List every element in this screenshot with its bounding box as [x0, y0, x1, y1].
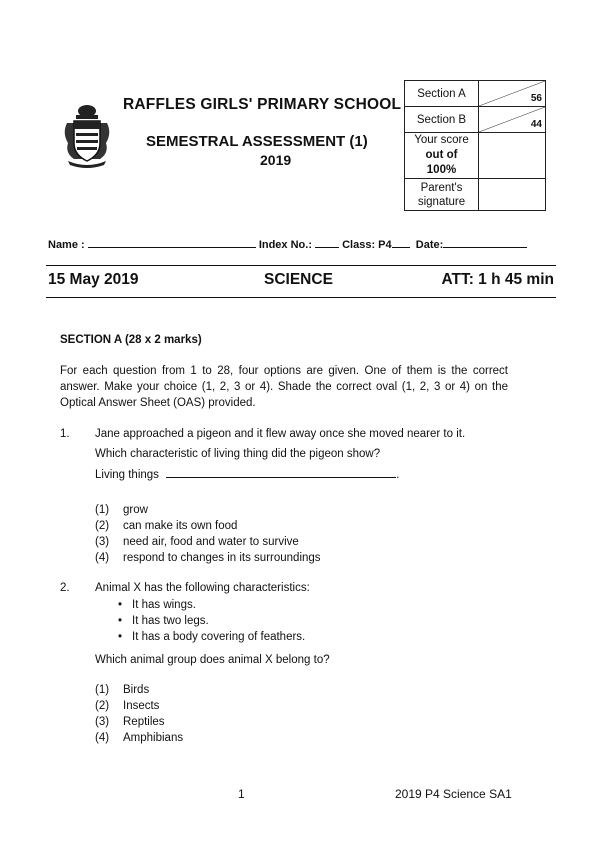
parent-signature-label [405, 179, 479, 211]
exam-info-bar [48, 271, 554, 289]
your-score-label [405, 133, 479, 179]
your-score-line1: Your score [414, 134, 469, 146]
bullet-text: It has two legs. [132, 615, 209, 627]
score-table [404, 80, 546, 211]
option[interactable] [95, 682, 149, 698]
option-text: Amphibians [123, 732, 184, 744]
answer-blank[interactable] [166, 467, 396, 478]
option-number: (4) [95, 552, 110, 564]
your-score-line2: out of [425, 149, 458, 161]
section-a-score-cell[interactable] [479, 81, 546, 107]
section-b-label: Section B [405, 107, 479, 133]
class-field[interactable] [392, 237, 410, 248]
date-field[interactable] [443, 237, 527, 248]
option[interactable] [95, 714, 165, 730]
class-label: Class: P4 [342, 239, 392, 251]
section-b-max: 44 [530, 119, 542, 130]
option-number: (2) [95, 700, 110, 712]
option-number: (2) [95, 520, 110, 532]
option[interactable] [95, 518, 237, 534]
bullet-item [118, 597, 196, 613]
option-number: (1) [95, 504, 110, 516]
blank-label: Living things [95, 469, 159, 481]
your-score-line3: 100% [426, 164, 457, 176]
option-text: need air, food and water to survive [123, 536, 299, 548]
option-text: Birds [123, 684, 150, 696]
question-number: 2. [60, 582, 70, 594]
option[interactable] [95, 730, 183, 746]
bullet-item [118, 629, 305, 645]
assessment-title: SEMESTRAL ASSESSMENT (1) [146, 133, 368, 150]
section-a-label: Section A [405, 81, 479, 107]
option-text: grow [123, 504, 148, 516]
bullet-text: It has wings. [132, 599, 196, 611]
option-text: can make its own food [123, 520, 238, 532]
parent-signature-cell[interactable] [479, 179, 546, 211]
assessment-year: 2019 [260, 152, 292, 168]
student-info-row [48, 237, 554, 251]
question-stem: Animal X has the following characteristics: [95, 582, 310, 594]
index-label: Index No.: [258, 239, 312, 251]
exam-subject: SCIENCE [264, 271, 333, 288]
option-number: (4) [95, 732, 110, 744]
option-number: (3) [95, 536, 110, 548]
question-number: 1. [60, 428, 70, 440]
section-b-score-cell[interactable] [479, 107, 546, 133]
parent-line1: Parent's [420, 181, 463, 194]
name-field[interactable] [88, 237, 256, 248]
exam-time: ATT: 1 h 45 min [441, 271, 554, 288]
option[interactable] [95, 534, 299, 550]
bullet-icon: • [118, 615, 123, 627]
index-field[interactable] [315, 237, 339, 248]
footer-label: 2019 P4 Science SA1 [395, 787, 512, 801]
answer-blank-row: Living things . [95, 469, 400, 481]
bullet-icon: • [118, 599, 123, 611]
school-name: RAFFLES GIRLS' PRIMARY SCHOOL [123, 96, 402, 113]
question-stem: Jane approached a pigeon and it flew away once she moved nearer to it. [95, 428, 466, 440]
section-a-max: 56 [530, 93, 542, 104]
option-number: (1) [95, 684, 110, 696]
question-prompt: Which characteristic of living thing did the pigeon show? [95, 448, 381, 460]
option-text: Reptiles [123, 716, 165, 728]
date-label: Date: [415, 239, 444, 251]
option[interactable] [95, 698, 159, 714]
page-number: 1 [238, 787, 245, 801]
section-title: SECTION A (28 x 2 marks) [60, 334, 202, 346]
option-text: Insects [123, 700, 160, 712]
option-text: respond to changes in its surroundings [123, 552, 321, 564]
section-instructions: For each question from 1 to 28, four options are given. One of them is the correct answer. Make your choice (1, 2, 3 or 4). Shade the correct oval (1, 2, 3 or 4) on the Optical Answer Sheet (OAS) provided. [60, 365, 508, 409]
option[interactable] [95, 502, 148, 518]
bullet-icon: • [118, 631, 123, 643]
bullet-item [118, 613, 209, 629]
option-number: (3) [95, 716, 110, 728]
divider-bottom [46, 297, 556, 298]
name-label: Name : [48, 239, 85, 251]
parent-line2: signature [417, 195, 466, 208]
bullet-text: It has a body covering of feathers. [132, 631, 306, 643]
divider-top [46, 265, 556, 266]
school-crest-icon [62, 103, 112, 169]
question-prompt: Which animal group does animal X belong to? [95, 654, 330, 666]
option[interactable] [95, 550, 321, 566]
exam-date: 15 May 2019 [48, 271, 139, 288]
total-score-cell[interactable] [479, 133, 546, 179]
